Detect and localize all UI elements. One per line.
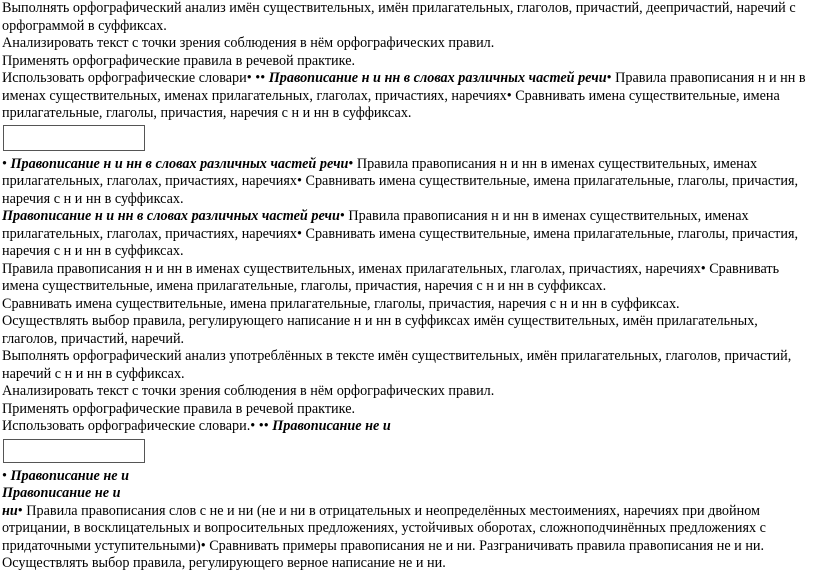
bullet-icon: • xyxy=(348,155,354,172)
paragraph-12: Применять орфографические правила в речевой практике. xyxy=(2,400,356,417)
bullet-icon: •• xyxy=(255,70,266,86)
text-segment: Правила правописания слов с не и ни (не и ни в отрицательных и неопределённых местоимениях, наречиях при двойном отрицании, в восклицательных и вопросительных предложениях, устойчивых оборотах, сложноподчинённых предложениях с придаточными уступительными) xyxy=(2,502,766,554)
bullet-icon: • xyxy=(296,173,302,189)
bullet-icon: • xyxy=(17,502,23,519)
bullet-icon: • xyxy=(2,467,7,484)
empty-text-box xyxy=(3,439,145,463)
text-segment: Сравнивать имена существительные, имена прилагательные, глаголы, причастия, наречия с н и нн в суффиксах. xyxy=(2,225,799,259)
paragraph-2: Анализировать текст с точки зрения соблюдения в нём орфографических правил. xyxy=(2,35,495,51)
bullet-icon: • xyxy=(250,418,256,434)
paragraph-6 xyxy=(2,208,814,261)
heading-ne-ni: Правописание не и xyxy=(2,485,121,501)
text-segment: Использовать орфографические словари. xyxy=(2,418,251,434)
heading-ne-ni: Правописание не и xyxy=(10,467,130,484)
bullet-icon: • xyxy=(700,260,706,277)
paragraph-13 xyxy=(2,418,814,436)
bullet-icon: • xyxy=(296,225,302,242)
text-segment: Правила правописания н и нн в именах существительных, именах прилагательных, глаголах, причастиях, наречиях xyxy=(2,155,758,189)
text-segment: Использовать орфографические словари xyxy=(2,70,247,86)
bullet-icon: • xyxy=(506,87,512,104)
paragraph-10: Выполнять орфографический анализ употреблённых в тексте имён существительных, имён прилагательных, глаголов, причастий, наречий с н и нн в суффиксах. xyxy=(2,348,792,382)
text-segment: Сравнивать примеры правописания не и ни. Разграничивать правила правописания не и ни. Осуществлять выбор правила, регулирующего верное написание не и ни. xyxy=(2,537,765,571)
bullet-icon: • xyxy=(200,537,206,554)
text-segment: Правила правописания н и нн в именах существительных, именах прилагательных, глаголах, причастиях, наречиях xyxy=(2,208,749,242)
text-segment: Правила правописания н и нн в именах существительных, именах прилагательных, глаголах, причастиях, наречиях xyxy=(2,260,701,277)
paragraph-4 xyxy=(2,70,814,123)
paragraph-9: Осуществлять выбор правила, регулирующего написание н и нн в суффиксах имён существительных, имён прилагательных, глаголов, причастий, наречий. xyxy=(2,313,758,347)
paragraph-11: Анализировать текст с точки зрения соблюдения в нём орфографических правил. xyxy=(2,383,495,399)
bullet-icon: •• xyxy=(258,418,269,434)
bullet-icon: • xyxy=(246,70,252,86)
paragraph-5 xyxy=(2,156,814,209)
empty-text-box xyxy=(3,125,145,151)
paragraph-3: Применять орфографические правила в речевой практике. xyxy=(2,52,356,69)
bullet-icon: • xyxy=(339,208,345,224)
paragraph-15 xyxy=(2,485,814,573)
text-segment: Сравнивать имена существительные, имена прилагательные, глаголы, причастия, наречия с н и нн в суффиксах. xyxy=(2,260,780,294)
paragraph-8: Сравнивать имена существительные, имена прилагательные, глаголы, причастия, наречия с н и нн в суффиксах. xyxy=(2,295,680,312)
paragraph-7 xyxy=(2,261,814,296)
bullet-icon: • xyxy=(606,70,612,86)
heading-ni: ни xyxy=(2,502,18,519)
paragraph-1: Выполнять орфографический анализ имён существительных, имён прилагательных, глаголов, причастий, деепричастий, наречий с орфограммой в суффиксах. xyxy=(2,0,796,34)
text-segment: Сравнивать имена существительные, имена прилагательные, глаголы, причастия, наречия с н и нн в суффиксах. xyxy=(2,87,780,121)
heading-n-nn: Правописание н и нн в словах различных частей речи xyxy=(2,208,340,224)
text-segment: Правила правописания н и нн в именах существительных, именах прилагательных, глаголах, причастиях, наречиях xyxy=(2,70,806,104)
heading-ne-ni: Правописание не и xyxy=(272,418,391,434)
text-segment: Сравнивать имена существительные, имена прилагательные, глаголы, причастия, наречия с н и нн в суффиксах. xyxy=(2,173,799,207)
bullet-icon: • xyxy=(2,155,7,172)
heading-n-nn: Правописание н и нн в словах различных частей речи xyxy=(268,70,607,86)
paragraph-14 xyxy=(2,468,814,486)
heading-n-nn: Правописание н и нн в словах различных частей речи xyxy=(10,155,349,172)
